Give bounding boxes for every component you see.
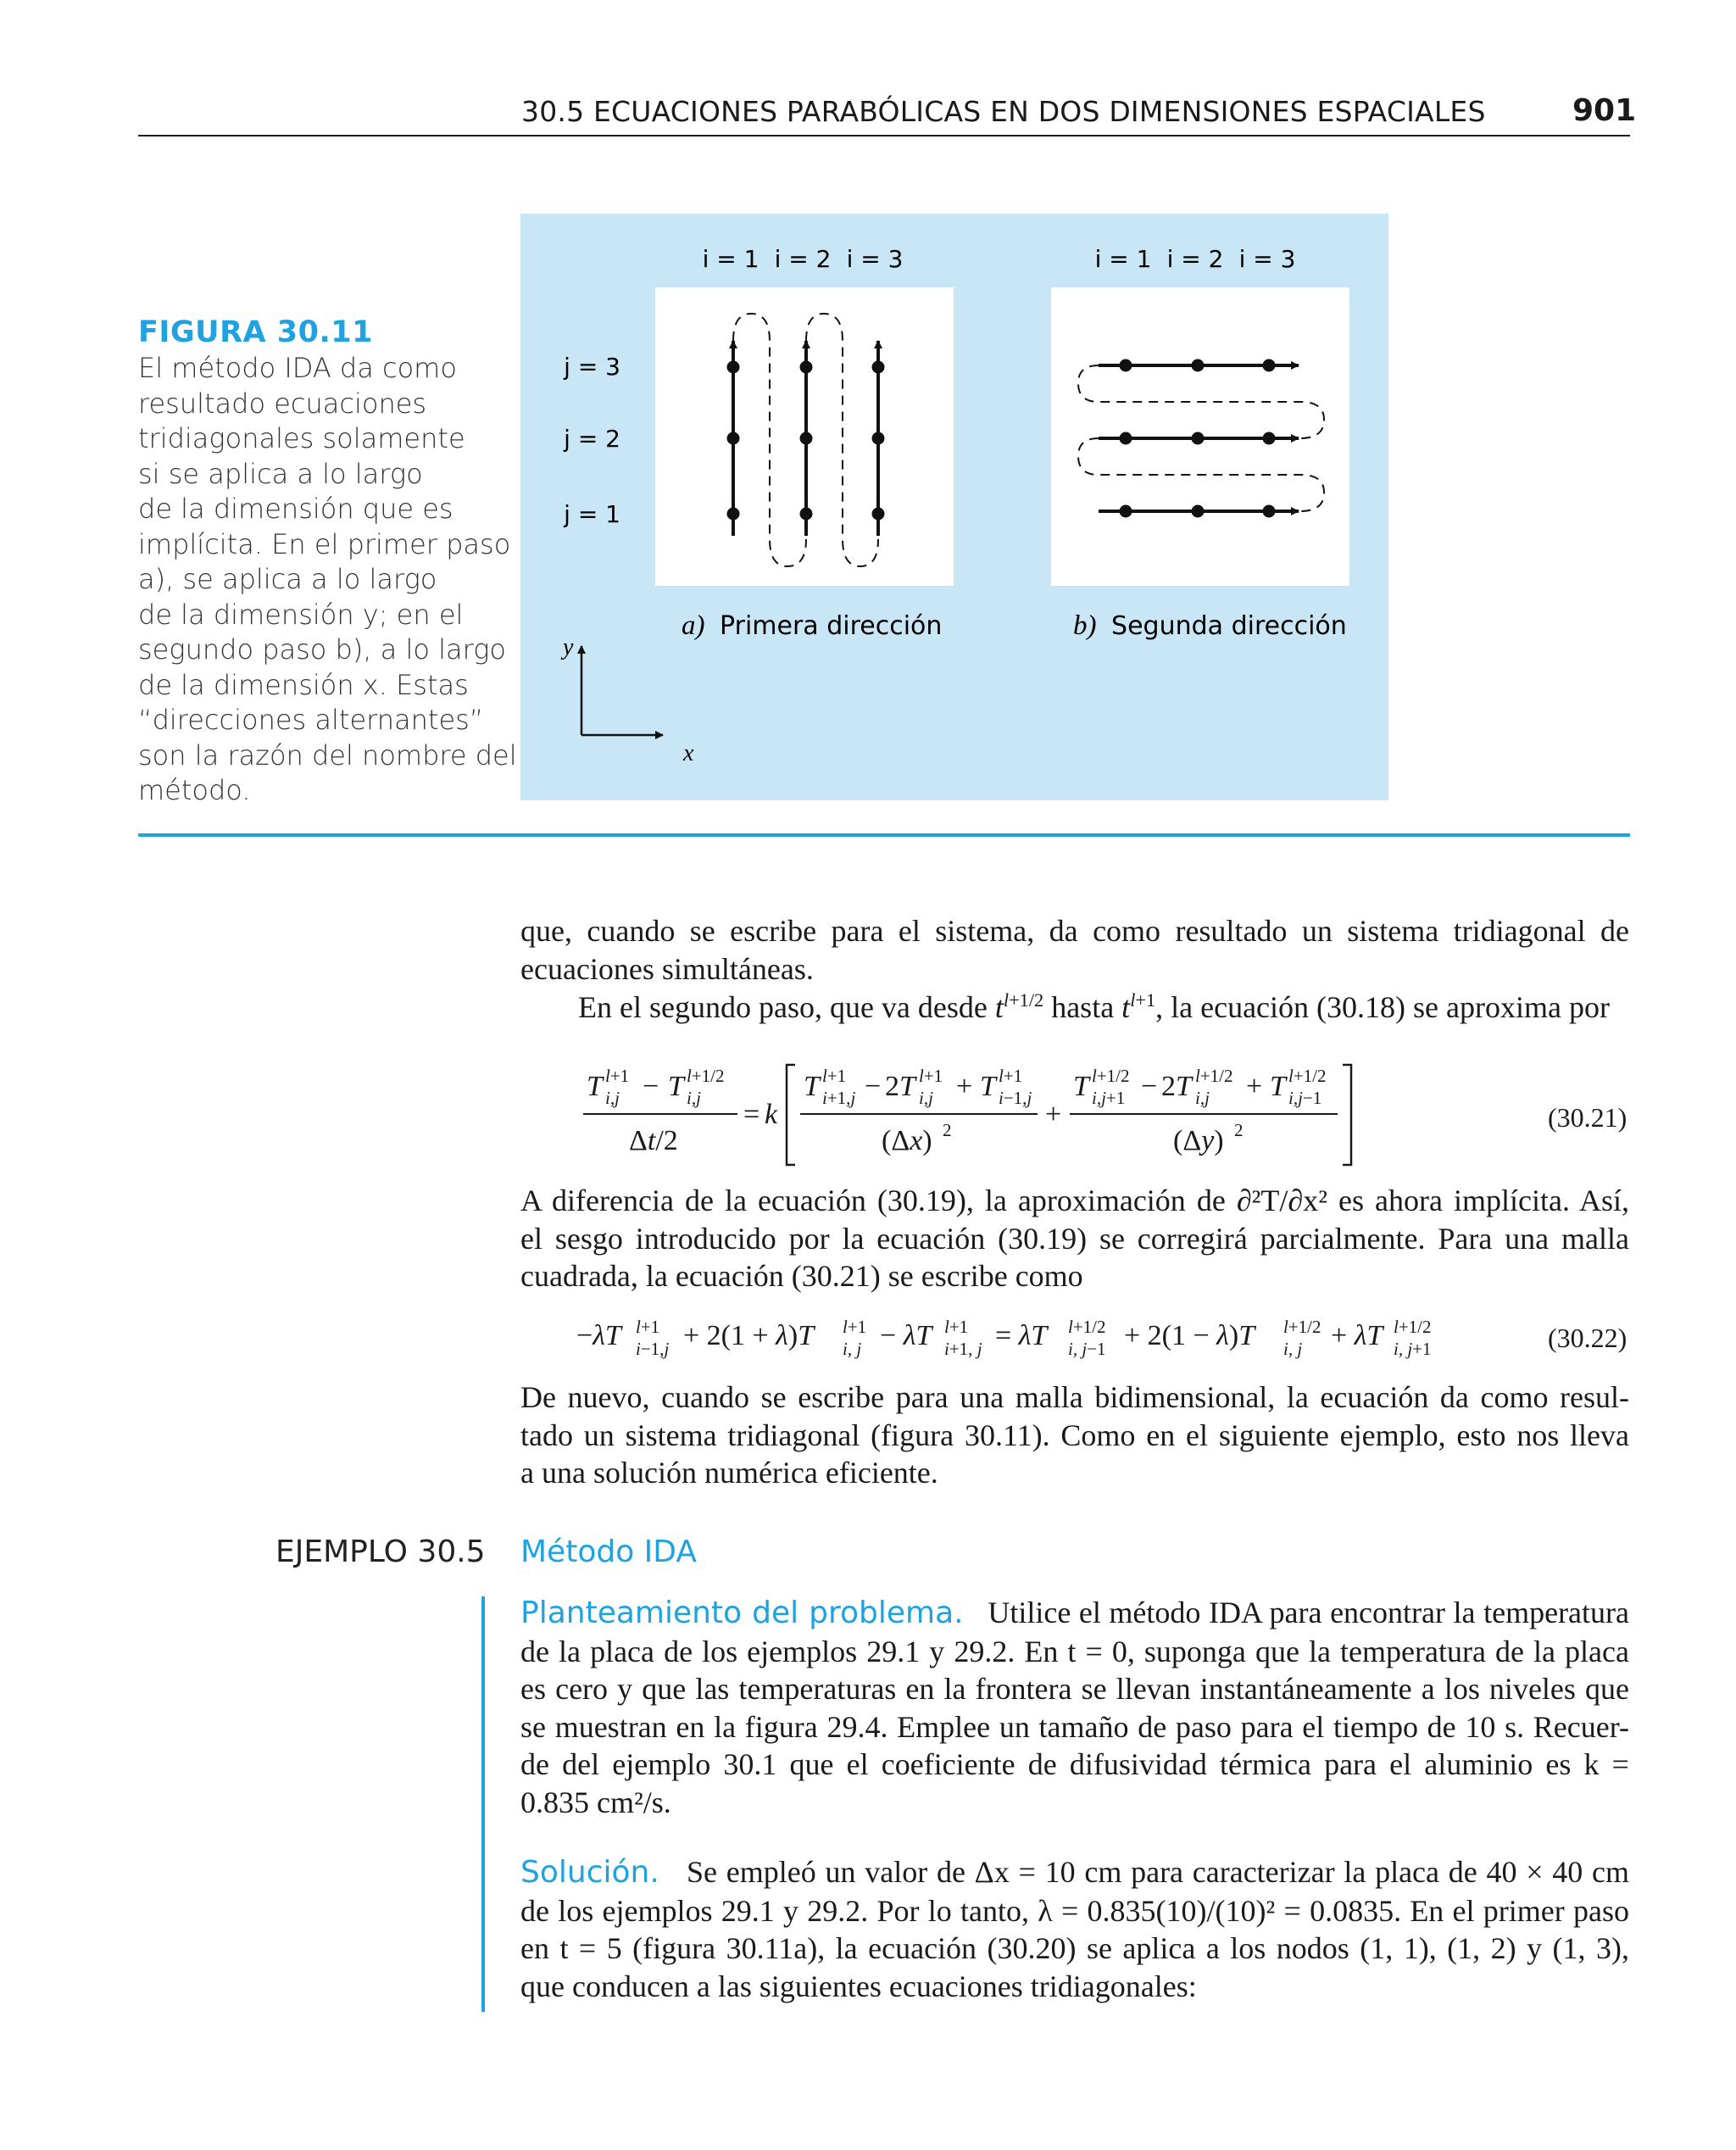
caption-line: de la dimensión que es [138,493,453,525]
i-label-a-1: i = 1 [702,245,760,273]
paragraph-3 [520,1182,1629,1295]
i-label-b-2: i = 2 [1166,245,1224,273]
axis-y-label: y [563,634,574,660]
text-line: se muestran en la figura 29.4. Emplee un tamaño de paso para el tiempo de 10 s. Recuer- [520,1709,1629,1744]
example-title: Método IDA [520,1535,698,1569]
svg-text:2: 2 [943,1120,952,1140]
axis-x-label: x [683,740,694,766]
caption-line: implícita. En el primer paso [138,527,511,560]
svg-text:i, j: i, j [1283,1339,1303,1359]
i-label-b-1: i = 1 [1094,245,1152,273]
i-label-b-3: i = 3 [1238,245,1296,273]
running-header-title: 30.5 ECUACIONES PARABÓLICAS EN DOS DIMENSIONES ESPACIALES [521,95,1486,128]
svg-text:i−1,j: i−1,j [636,1339,670,1359]
caption-line: El método IDA da como [138,352,457,384]
svg-text:l+1/2: l+1/2 [687,1066,725,1086]
text-line: es cero y que las temperaturas en la frontera se llevan instantáneamente a los niveles que [520,1672,1629,1706]
equation-30-22 [573,1312,1472,1372]
caption-line: tridiagonales solamente [138,422,465,454]
svg-text:i,j: i,j [1195,1088,1210,1108]
svg-text:+: + [1246,1071,1263,1102]
j-label-2: j = 2 [564,425,620,453]
i-label-a-3: i = 3 [846,245,904,273]
svg-text:T: T [804,1071,820,1102]
xy-axes [560,634,694,766]
svg-text:−: − [865,1071,882,1102]
svg-text:i,j: i,j [687,1088,701,1108]
svg-text:l+1: l+1 [843,1317,867,1337]
paragraph-1 [520,912,1629,988]
example-side-bar [481,1596,485,2012]
text-line: a una solución numérica eficiente. [520,1456,938,1490]
svg-text:−λT: −λT [576,1320,621,1351]
svg-text:2T: 2T [885,1071,915,1102]
text-line: que conducen a las siguientes ecuaciones tridiagonales: [520,1969,1197,2003]
panel-a-caption: a) Primera dirección [682,610,943,641]
svg-text:l+1/2: l+1/2 [1283,1317,1321,1337]
svg-text:l+1/2: l+1/2 [1394,1317,1432,1337]
text-line: que, cuando se escribe para el sistema, da como resultado un sistema tridiagonal de [520,914,1629,948]
svg-text:l+1: l+1 [822,1066,847,1086]
figure-caption-title: FIGURA 30.11 [138,315,374,349]
svg-text:l+1: l+1 [636,1317,660,1337]
panel-b-caption: b) Segunda dirección [1073,610,1347,641]
svg-text:i,j+1: i,j+1 [1092,1088,1126,1108]
figure-bottom-rule [138,833,1630,837]
text-line: de del ejemplo 30.1 que el coeficiente de difusividad térmica para el aluminio es k = [520,1747,1629,1781]
j-label-3: j = 3 [564,353,620,381]
svg-text:i, j+1: i, j+1 [1394,1339,1432,1359]
text-line: de la placa de los ejemplos 29.1 y 29.2. En t = 0, suponga que la temperatura de la placa [520,1634,1629,1668]
svg-text:i,j: i,j [605,1088,620,1108]
text-line: en t = 5 (figura 30.11a), la ecuación (30.20) se aplica a los nodos (1, 1), (1, 2) y (1, 3), [520,1931,1629,1965]
text-line: de los ejemplos 29.1 y 29.2. Por lo tanto, λ = 0.835(10)/(10)² = 0.0835. En el primer paso [520,1893,1629,1928]
caption-line: segundo paso b), a lo largo [138,633,506,666]
svg-text:i,j−1: i,j−1 [1288,1088,1322,1108]
svg-text:−: − [1141,1071,1158,1102]
svg-text:+ 2(1 − λ)T: + 2(1 − λ)T [1124,1320,1255,1351]
svg-text:l+1/2: l+1/2 [1288,1066,1327,1086]
svg-text:i,j: i,j [919,1088,933,1108]
caption-line: de la dimensión x. Estas [138,668,469,701]
problem-heading: Planteamiento del problema. [520,1596,964,1630]
example-label: EJEMPLO 30.5 [275,1535,486,1569]
problem-statement [520,1594,1629,1821]
paragraph-2-text: En el segundo paso, que va desde $t^{l+1/2}$ hasta $t^{l+1}$, la ecuación (30.18) se aproxima por [578,989,1610,1024]
caption-line: son la razón del nombre del [138,738,517,771]
svg-text:i+1, j: i+1, j [944,1339,982,1359]
page-number: 901 [1572,93,1637,128]
text-span: Se empleó un valor de Δx = 10 cm para caracterizar la placa de 40 × 40 cm [687,1855,1629,1889]
svg-text:l+1: l+1 [919,1066,943,1086]
equation-number-30-22: (30.22) [1548,1323,1628,1353]
svg-text:l+1: l+1 [999,1066,1023,1086]
text-line: tado un sistema tridiagonal (figura 30.11). Como en el siguiente ejemplo, esto nos lleva [520,1418,1629,1452]
svg-text:2T: 2T [1161,1071,1192,1102]
svg-text:l+1/2: l+1/2 [1092,1066,1130,1086]
j-label-1: j = 1 [564,500,620,528]
caption-line: “direcciones alternantes” [138,704,484,736]
svg-text:−: − [643,1071,659,1102]
svg-text:i+1,j: i+1,j [822,1088,856,1108]
svg-text:l+1: l+1 [605,1066,630,1086]
equation-30-21 [576,1060,1424,1170]
text-line: cuadrada, la ecuación (30.21) se escribe como [520,1259,1083,1293]
svg-text:i−1,j: i−1,j [999,1088,1032,1108]
caption-line: a), se aplica a lo largo [138,563,437,595]
paragraph-4 [520,1379,1629,1492]
svg-text:(Δx): (Δx) [882,1125,932,1156]
svg-text:T: T [1270,1071,1286,1102]
adi-direction-diagram [520,214,1388,800]
solution [520,1853,1629,2005]
svg-text:2: 2 [1234,1120,1244,1140]
header-rule [138,135,1630,136]
caption-line: resultado ecuaciones [138,387,427,420]
text-line: 0.835 cm²/s. [520,1785,671,1819]
svg-text:l+1: l+1 [944,1317,969,1337]
svg-text:= λT: = λT [995,1320,1048,1351]
caption-line: si se aplica a lo largo [138,457,423,490]
text-line: A diferencia de la ecuación (30.19), la aproximación de ∂²T/∂x² es ahora implícita. Así, [520,1184,1629,1217]
caption-line: método. [138,774,251,806]
text-line: ecuaciones simultáneas. [520,951,814,986]
svg-text:Δt/2: Δt/2 [629,1125,678,1156]
svg-text:+ 2(1 + λ)T: + 2(1 + λ)T [683,1320,815,1351]
svg-text:i, j−1: i, j−1 [1068,1339,1106,1359]
text-line [520,1594,1629,1633]
text-line [520,1853,1629,1892]
svg-text:T: T [980,1071,996,1102]
svg-text:l+1/2: l+1/2 [1195,1066,1233,1086]
svg-text:+: + [1045,1099,1062,1130]
text-line: De nuevo, cuando se escribe para una malla bidimensional, la ecuación da como resul- [520,1380,1629,1414]
svg-text:k: k [765,1099,778,1130]
svg-text:i, j: i, j [843,1339,862,1359]
text-span: Utilice el método IDA para encontrar la temperatura [988,1596,1630,1629]
svg-text:(Δy): (Δy) [1173,1125,1224,1156]
i-label-a-2: i = 2 [774,245,832,273]
svg-text:=: = [743,1099,760,1130]
paragraph-2 [578,989,1629,1027]
equation-number-30-21: (30.21) [1548,1102,1628,1133]
caption-line: de la dimensión y; en el [138,598,464,631]
text-line: el sesgo introducido por la ecuación (30.19) se corregirá parcialmente. Para una malla [520,1221,1629,1256]
solution-heading: Solución. [520,1855,659,1890]
svg-text:+ λT: + λT [1331,1320,1383,1351]
svg-text:T: T [668,1071,684,1102]
svg-text:T: T [1073,1071,1089,1102]
svg-text:+: + [956,1071,973,1102]
svg-text:− λT: − λT [880,1320,932,1351]
svg-text:l+1/2: l+1/2 [1068,1317,1106,1337]
svg-text:T: T [587,1071,603,1102]
figure-caption [138,351,517,809]
